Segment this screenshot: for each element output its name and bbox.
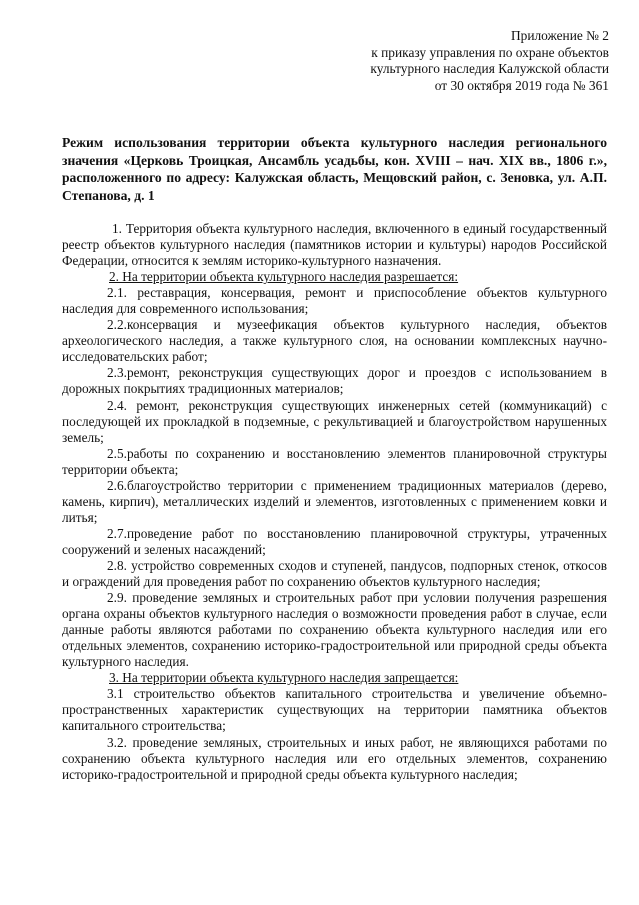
section-2-item: 2.1. реставрация, консервация, ремонт и приспособление объектов культурного наследия для современного использования; [62,285,607,317]
section-2-item: 2.2.консервация и музеефикация объектов культурного наследия, объектов археологического наследия, а также культурного слоя, на основании комплексных научно-исследовательских работ; [62,317,607,365]
appendix-order-ref: к приказу управления по охране объектов [371,44,609,60]
section-2-item: 2.6.благоустройство территории с применением традиционных материалов (дерево, камень, кирпич), металлических изделий и элементов, изготовленных с применением ковки и литья; [62,477,607,525]
section-2-heading: 2. На территории объекта культурного наследия разрешается: [109,269,459,285]
appendix-number: Приложение № 2 [510,28,609,43]
paragraph-1: 1. Территория объекта культурного наследия, включенного в единый государственный реестр объектов культурного наследия (памятников истории и культуры) народов Российской Федерации, относится к землям историко-культурного назначения. [62,221,607,269]
section-2-item: 2.9. проведение земляных и строительных работ при условии получения разрешения органа охраны объектов культурного наследия о возможности проведения работ в случае, если данные работы являются работами по сохранению объекта культурного наследия или его отдельных элементов, сохранению историко-градостроительной или природной среды объекта культурного наследия. [62,590,607,670]
section-2-item: 2.8. устройство современных сходов и ступеней, пандусов, подпорных стенок, откосов и ограждений для проведения работ по сохранению объектов культурного наследия; [62,557,607,590]
section-3-item: 3.2. проведение земляных, строительных и иных работ, не являющихся работами по сохранению объекта культурного наследия или его отдельных элементов, сохранению историко-градостроительной и природной среды объекта культурного наследия; [62,734,607,782]
section-3-heading: 3. На территории объекта культурного наследия запрещается: [109,670,459,686]
appendix-block [370,28,609,94]
section-3-item: 3.1 строительство объектов капитального строительства и увеличение объемно-пространственных характеристик существующих на территории памятника объектов капитального строительства; [62,686,607,734]
document-body [62,221,607,783]
section-2-item: 2.3.ремонт, реконструкция существующих дорог и проездов с использованием в дорожных покрытиях традиционных материалов; [62,365,607,397]
section-2-item: 2.5.работы по сохранению и восстановлению элементов планировочной структуры территории объекта; [62,445,607,477]
appendix-date: от 30 октября 2019 года № 361 [434,77,609,93]
appendix-authority: культурного наследия Калужской области [370,61,609,76]
section-2-item: 2.7.проведение работ по восстановлению планировочной структуры, утраченных сооружений и зеленых насаждений; [62,525,607,557]
document-title: Режим использования территории объекта культурного наследия регионального значения «Церковь Троицкая, Ансамбль усадьбы, кон. XVIII – нач. XIX вв., 1806 г.», расположенного по адресу: Калужская область, Мещовский район, с. Зеновка, ул. А.П. Степанова, д. 1 [62,135,607,203]
section-2-item: 2.4. ремонт, реконструкция существующих инженерных сетей (коммуникаций) с последующей их прокладкой в подземные, с рекультивацией и благоустройством нарушенных земель; [62,397,607,445]
